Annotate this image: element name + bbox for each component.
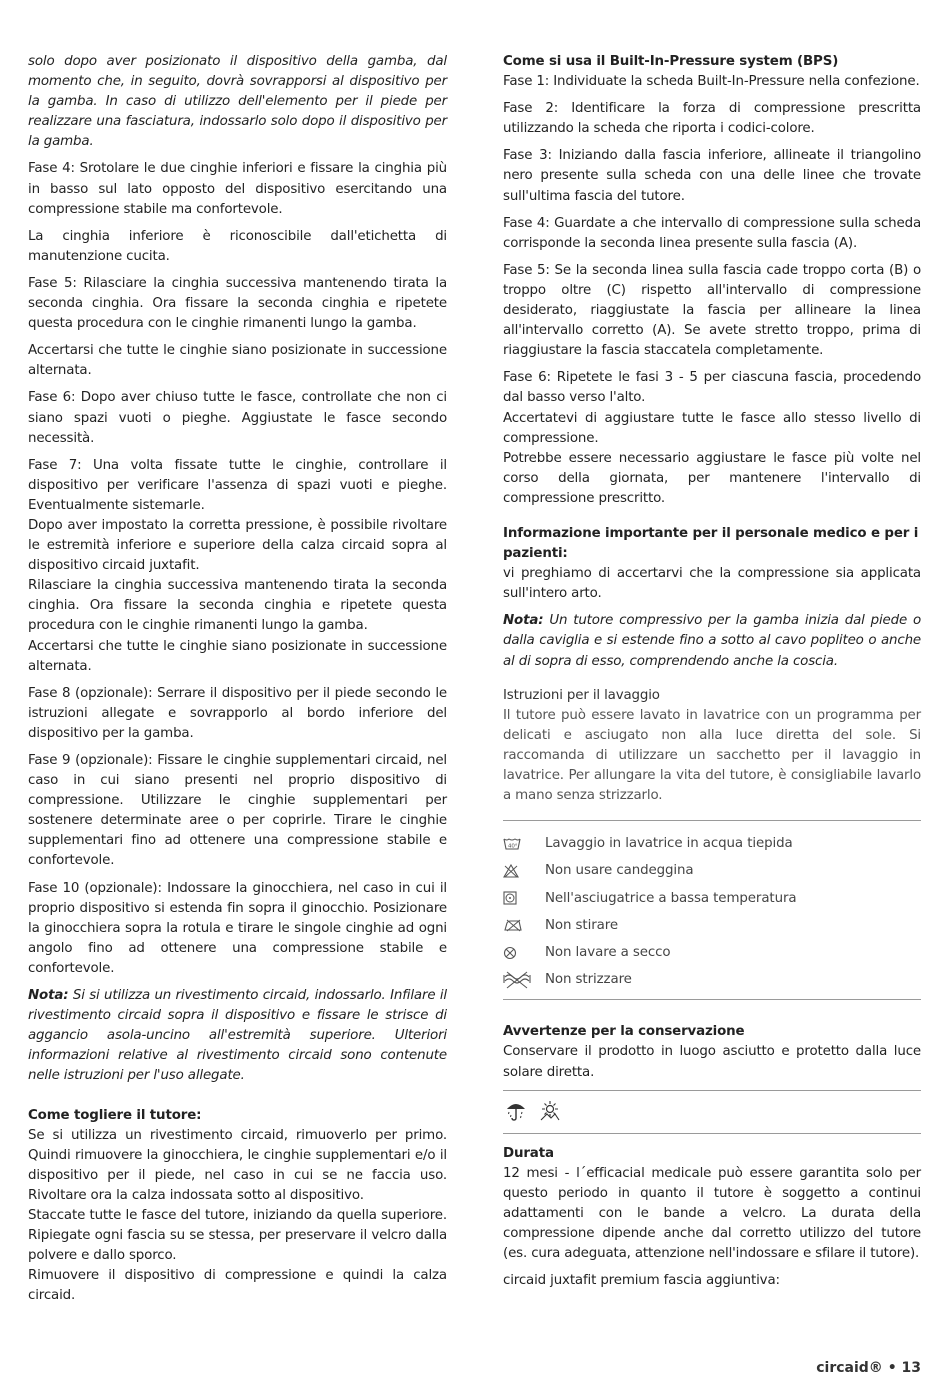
bps-step6-level: Accertatevi di aggiustare tutte le fasce allo stesso livello di compressione. <box>503 410 921 446</box>
remove-text-2: Staccate tutte le fasce del tutore, iniziando da quella superiore. Ripiegate ogni fascia su se stessa, per preservare il velcro dalla polvere e dallo sporco. <box>28 1207 447 1264</box>
care-label: Lavaggio in lavatrice in acqua tiepida <box>545 836 793 852</box>
care-item <box>503 939 921 966</box>
paragraph-step6: Fase 6: Dopo aver chiuso tutte le fasce, controllate che non ci siano spazi vuoti o pieghe. Aggiustate le fasce secondo necessità. <box>28 390 447 446</box>
remove-text-1: Se si utilizza un rivestimento circaid, rimuoverlo per primo. Quindi rimuovere la ginocchiera, le cinghie supplementari e/o il dispositivo per il piede, nel caso in cui se ne faccia uso. Rivoltare ora la calza indossata sotto al dispositivo. <box>28 1127 447 1203</box>
right-note-text: Un tutore compressivo per la gamba inizia dal piede o dalla caviglia e si estende fino a sotto al cavo popliteo o anche al di sopra di esso, comprendendo anche la coscia. <box>503 613 921 669</box>
paragraph-step8: Fase 8 (opzionale): Serrare il dispositivo per il piede secondo le istruzioni allegate e sovrapporlo al bordo inferiore del dispositivo per la gamba. <box>28 685 447 741</box>
bps-step6: Fase 6: Ripetete le fasi 3 - 5 per ciascuna fascia, procedendo dal basso verso l'alto. <box>503 370 921 406</box>
note-text: Si si utilizza un rivestimento circaid, indossarlo. Infilare il rivestimento circaid sopra il dispositivo e fissare le strisce di aggancio asola-uncino all'estremità superiore. Ulteriori informazioni relative al rivestimento circaid sono contenute nelle istruzioni per l'uso allegate. <box>28 988 447 1084</box>
care-item <box>503 857 921 884</box>
paragraph-step7-pressure: Dopo aver impostato la corretta pressione, è possibile rivoltare le estremità inferiore e superiore della calza circaid sopra al dispositivo circaid juxtafit. <box>28 517 447 574</box>
bps-step6-adjust: Potrebbe essere necessario aggiustare le fasce più volte nel corso della giornata, per mantenere l'intervallo di compressione prescritto. <box>503 450 921 506</box>
note-paragraph <box>28 986 447 1086</box>
keep-dry-umbrella-icon <box>505 1100 527 1126</box>
durata-text: 12 mesi - l´efficacial medicale può essere garantita solo per questo periodo in quanto il tutore è soggetto a continui adattamenti con le bande a velcro. La durata della compressione dipende anche dal corretto utilizzo del tutore (es. cura adeguata, attenzione nell'indossare e sfilare il tutore). <box>503 1165 921 1262</box>
care-label: Non lavare a secco <box>545 945 671 961</box>
care-label: Non stirare <box>545 917 618 933</box>
left-column <box>28 52 447 1313</box>
no-dry-clean-icon <box>503 946 545 960</box>
paragraph-step7-block <box>28 456 447 677</box>
bps-step3: Fase 3: Iniziando dalla fascia inferiore, allineate il triangolino nero presente sulla scheda con una delle linee che trovate sull'ultima fascia del tutore. <box>503 148 921 204</box>
no-iron-icon <box>503 918 545 932</box>
bps-heading: Come si usa il Built-In-Pressure system (BPS) <box>503 54 839 69</box>
wash-text: Il tutore può essere lavato in lavatrice con un programma per delicati e asciugato non alla luce diretta del sole. Si raccomanda di utilizzare un sacchetto per il lavaggio in lavatrice. Per allungare la vita del tutore, è consigliabile lavarlo a mano senza strizzarlo. <box>503 707 921 804</box>
paragraph-strap-label: La cinghia inferiore è riconoscibile dall'etichetta di manutenzione cucita. <box>28 228 447 264</box>
paragraph-step4: Fase 4: Srotolare le due cinghie inferiori e fissare la cinghia più in basso sul lato opposto del dispositivo esercitando una compressione stabile ma confortevole. <box>28 161 447 217</box>
wash-temp-label: 40° <box>508 843 518 850</box>
care-item <box>503 830 921 857</box>
paragraph-step9: Fase 9 (opzionale): Fissare le cinghie supplementari circaid, nel caso in cui siano presenti nel proprio dispositivo di compressione. Utilizzare le cinghie supplementari per sostenere determinate aree o per coprirle. Tirare le cinghie supplementari fino ad ottenere una compressione stabile e confortevole. <box>28 753 447 869</box>
care-label: Non usare candeggina <box>545 863 694 879</box>
remove-text-3: Rimuovere il dispositivo di compressione e quindi la calza circaid. <box>28 1268 447 1304</box>
care-symbols-list <box>503 821 921 999</box>
bps-step4: Fase 4: Guardate a che intervallo di compressione sulla scheda corrisponde la seconda linea presente sulla fascia (A). <box>503 215 921 251</box>
bps-step5: Fase 5: Se la seconda linea sulla fascia cade troppo corta (B) o troppo oltre (C) rispetto all'intervallo di compressione desiderato, riaggiustate la fascia per allineare la linea all'intervallo corretto (A). Se avete stretto troppo, prima di riaggiustare la fascia staccatela completamente. <box>503 262 921 359</box>
footer-separator: • <box>887 1360 897 1376</box>
bps-step2: Fase 2: Identificare la forza di compressione prescritta utilizzando la scheda che riporta i codici-colore. <box>503 101 921 137</box>
remove-block <box>28 1126 447 1307</box>
storage-icons <box>503 1091 921 1133</box>
care-item <box>503 912 921 939</box>
right-note-paragraph <box>503 611 921 671</box>
storage-text: Conservare il prodotto in luogo asciutto e protetto dalla luce solare diretta. <box>503 1044 921 1080</box>
durata-heading: Durata <box>503 1145 554 1161</box>
info-heading: Informazione importante per il personale medico e per i pazienti: <box>503 525 919 562</box>
remove-heading: Come togliere il tutore: <box>28 1107 202 1123</box>
care-item <box>503 885 921 912</box>
info-text: vi preghiamo di accertarvi che la compressione sia applicata sull'intero arto. <box>503 566 921 602</box>
brand-name: circaid® <box>816 1360 883 1376</box>
keep-away-from-sunlight-icon <box>537 1100 563 1126</box>
wash-heading: Istruzioni per il lavaggio <box>503 687 660 703</box>
care-item <box>503 966 921 993</box>
tumble-dry-low-icon <box>503 891 545 905</box>
page-number: 13 <box>901 1360 921 1376</box>
no-bleach-icon <box>503 864 545 878</box>
wash-40-icon <box>503 837 545 851</box>
paragraph-step7-release: Rilasciare la cinghia successiva mantenendo tirata la seconda cinghia. Ora fissare la seconda cinghia e ripetete questa procedura con le cinghie rimanenti lungo la gamba. <box>28 578 447 634</box>
paragraph-step5: Fase 5: Rilasciare la cinghia successiva mantenendo tirata la seconda cinghia. Ora fissare la seconda cinghia e ripetete questa procedura con le cinghie rimanenti lungo la gamba. <box>28 275 447 332</box>
bps-step1: Fase 1: Individuate la scheda Built-In-Pressure nella confezione. <box>503 74 920 90</box>
note-label: Nota: <box>28 988 69 1004</box>
right-note-label: Nota: <box>503 613 544 629</box>
paragraph-alternate: Accertarsi che tutte le cinghie siano posizionate in successione alternata. <box>28 343 447 379</box>
page-footer <box>816 1360 921 1376</box>
storage-heading: Avvertenze per la conservazione <box>503 1024 745 1040</box>
bps-step6-block <box>503 368 921 509</box>
paragraph-intro: solo dopo aver posizionato il dispositivo della gamba, dal momento che, in seguito, dovrà sovrapporsi al dispositivo per la gamba. In caso di utilizzo dell'elemento per il piede per realizzare una fasciatura, indossarlo solo dopo il dispositivo per la gamba. <box>28 54 447 150</box>
right-column <box>503 52 921 1298</box>
paragraph-step10: Fase 10 (opzionale): Indossare la ginocchiera, nel caso in cui il proprio dispositivo si estenda fin sopra il ginocchio. Posizionare la ginocchiera sopra la rotula e tirare le singole cinghie ad ogni angolo fino ad ottenere una compressione stabile e confortevole. <box>28 880 447 976</box>
no-wring-icon <box>503 971 545 989</box>
paragraph-step7-alternate: Accertarsi che tutte le cinghie siano posizionate in successione alternata. <box>28 638 447 674</box>
paragraph-step7: Fase 7: Una volta fissate tutte le cinghie, controllare il dispositivo per verificare l'assenza di spazi vuoti e pieghe. Eventualmente sistemarle. <box>28 457 447 513</box>
care-label: Nell'asciugatrice a bassa temperatura <box>545 890 797 906</box>
extra-band-text: circaid juxtafit premium fascia aggiuntiva: <box>503 1273 780 1289</box>
care-label: Non strizzare <box>545 972 632 988</box>
